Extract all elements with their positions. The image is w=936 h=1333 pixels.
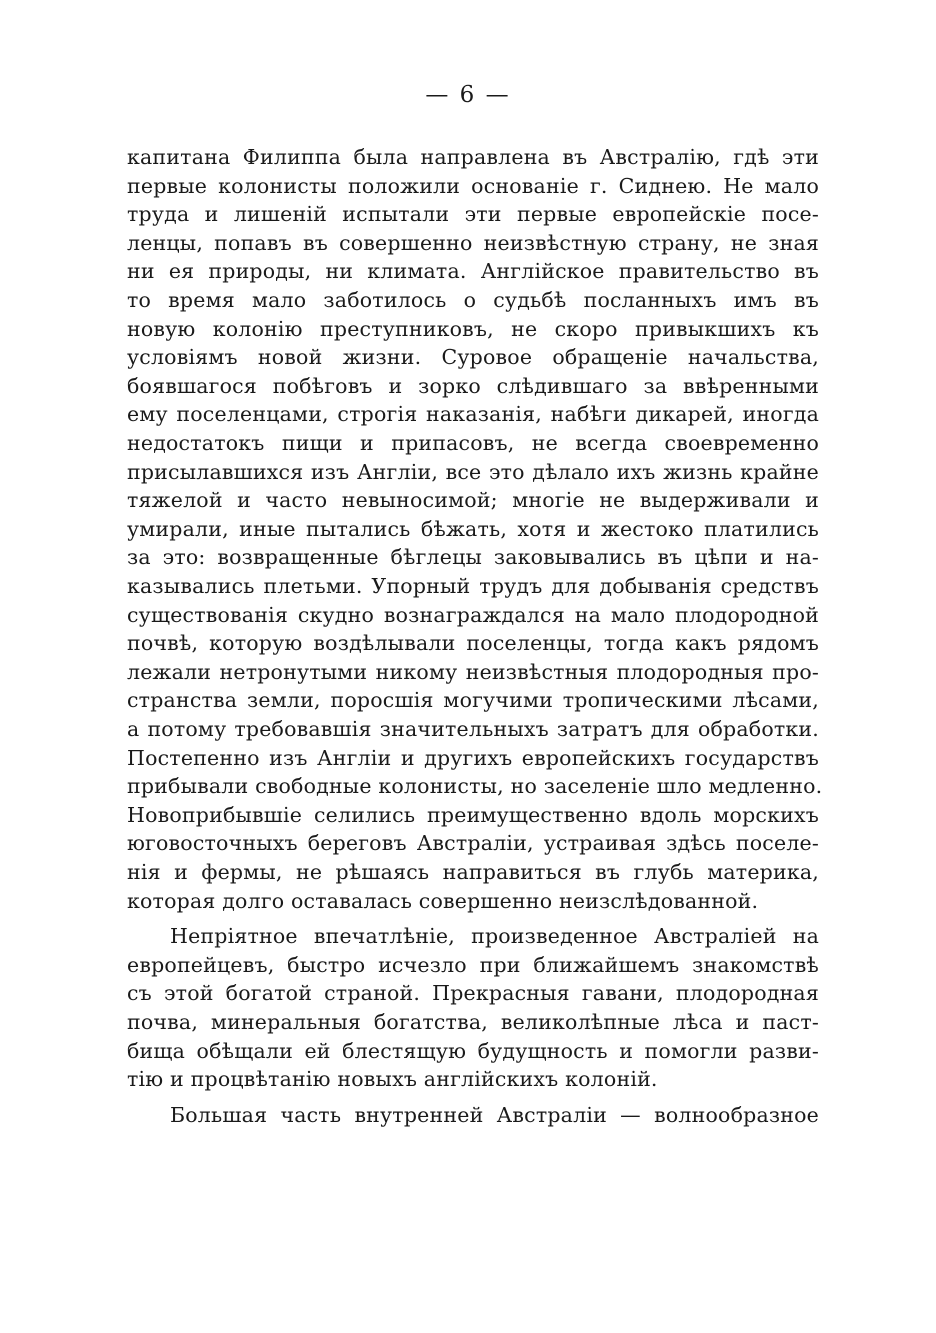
text-line: бища обѣщали ей блестящую будущность и помогли разви- <box>127 1038 819 1063</box>
text-line: ему поселенцами, строгія наказанія, набѣги дикарей, иногда <box>127 402 819 427</box>
text-line: Непріятное впечатлѣніе, произведенное Австраліей на <box>170 924 819 949</box>
text-line: тію и процвѣтанію новыхъ англійскихъ колоній. <box>127 1067 658 1092</box>
page-number: — 6 — <box>425 82 511 108</box>
text-line: ленцы, попавъ въ совершенно неизвѣстную страну, не зная <box>127 230 819 255</box>
text-line: нія и фермы, не рѣшаясь направиться въ глубь материка, <box>127 860 819 884</box>
text-line: существованія скудно вознаграждался на мало плодородной <box>127 602 819 627</box>
text-line: европейцевъ, быстро исчезло при ближайшемъ знакомствѣ <box>127 952 819 977</box>
text-line: почва, минеральныя богатства, великолѣпные лѣса и паст- <box>127 1010 819 1034</box>
text-line: которая долго оставалась совершенно неизслѣдованной. <box>127 888 759 913</box>
text-line: почвѣ, которую воздѣлывали поселенцы, тогда какъ рядомъ <box>127 631 819 656</box>
text-line: тяжелой и часто невыносимой; многіе не выдерживали и <box>127 488 819 513</box>
text-line: капитана Филиппа была направлена въ Австралію, гдѣ эти <box>127 145 819 169</box>
text-line: прибывали свободные колонисты, но заселеніе шло медленно. <box>127 774 823 799</box>
text-line: а потому требовавшія значительныхъ затратъ для обработки. <box>127 717 819 741</box>
text-line: первые колонисты положили основаніе г. Сиднею. Не мало <box>127 173 819 198</box>
text-line: то время мало заботилось о судьбѣ посланныхъ имъ въ <box>127 288 819 312</box>
text-line: за это: возвращенные бѣглецы заковывались въ цѣпи и на- <box>127 545 819 570</box>
text-line: странства земли, поросшія могучими тропическими лѣсами, <box>127 688 819 713</box>
text-line: казывались плетьми. Упорный трудъ для добыванія средствъ <box>127 574 819 598</box>
text-line: новую колонію преступниковъ, не скоро привыкшихъ къ <box>127 316 819 341</box>
text-line: боявшагося побѣговъ и зорко слѣдившаго за ввѣренными <box>127 373 819 398</box>
text-line: ни ея природы, ни климата. Англійское правительство въ <box>127 259 819 284</box>
text-line: Большая часть внутренней Австраліи — волнообразное <box>170 1102 819 1127</box>
text-line: присылавшихся изъ Англіи, все это дѣлало ихъ жизнь крайне <box>127 459 819 484</box>
text-line: съ этой богатой страной. Прекрасныя гавани, плодородная <box>127 981 819 1006</box>
text-line: умирали, иные пытались бѣжать, хотя и жестоко платились <box>127 516 819 541</box>
text-line: Новоприбывшіе селились преимущественно вдоль морскихъ <box>127 802 819 827</box>
text-line: Постепенно изъ Англіи и другихъ европейскихъ государствъ <box>127 745 819 770</box>
text-line: условіямъ новой жизни. Суровое обращеніе начальства, <box>127 345 819 370</box>
text-line: юговосточныхъ береговъ Австраліи, устраивая здѣсь поселе- <box>127 831 819 856</box>
text-line: лежали нетронутыми никому неизвѣстныя плодородныя про- <box>127 659 819 684</box>
text-line: труда и лишеній испытали эти первые европейскіе посе- <box>127 202 819 227</box>
text-line: недостатокъ пищи и припасовъ, не всегда своевременно <box>127 431 819 455</box>
